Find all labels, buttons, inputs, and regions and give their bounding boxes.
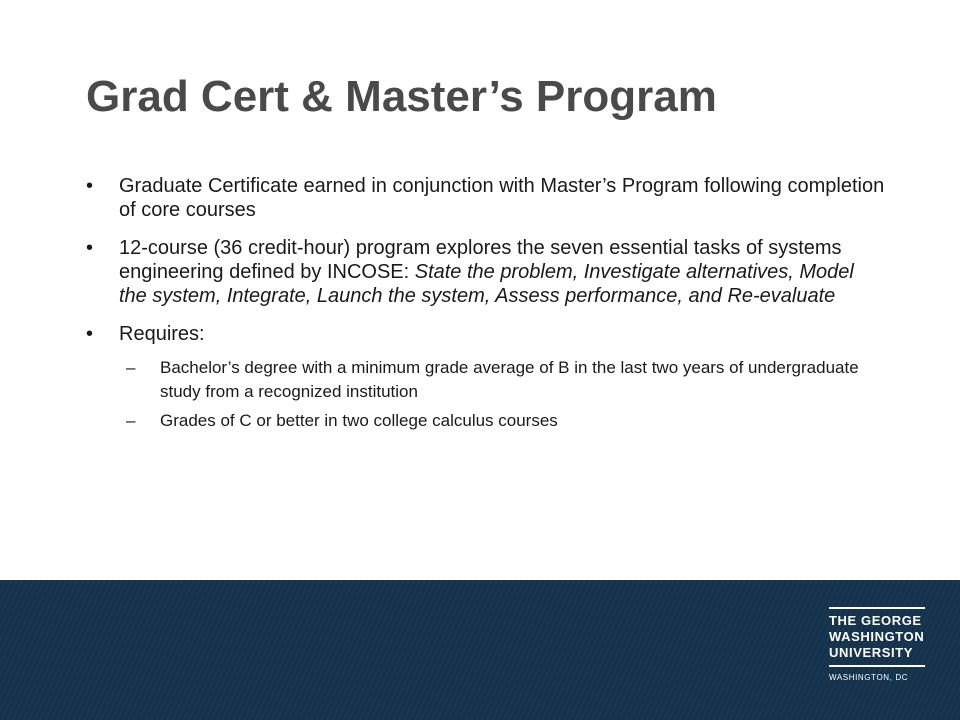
bullet-item-2 bbox=[86, 236, 886, 308]
footer-band bbox=[0, 580, 960, 720]
bullet-list bbox=[86, 174, 886, 442]
university-logo bbox=[829, 607, 925, 683]
logo-line-1: THE GEORGE bbox=[829, 613, 922, 628]
bullet-dot: • bbox=[86, 237, 94, 259]
logo-line-3: UNIVERSITY bbox=[829, 645, 914, 660]
sub-item-2 bbox=[86, 409, 886, 433]
bullet-dot: • bbox=[86, 323, 94, 345]
slide-title: Grad Cert & Master’s Program bbox=[86, 72, 717, 121]
sub-dash: – bbox=[126, 358, 136, 377]
logo-line-2: WASHINGTON bbox=[829, 629, 925, 644]
bullet-text: 12-course (36 credit-hour) program explores the seven essential tasks of systems engineering defined by INCOSE: bbox=[119, 237, 842, 283]
bullet-dot: • bbox=[86, 175, 94, 197]
bullet-item-3 bbox=[86, 322, 886, 346]
bullet-italic-tasks: State the problem, Investigate alternatives, Model the system, Integrate, Launch the system, Assess performance, and Re-evaluate bbox=[119, 261, 854, 307]
sub-text: Grades of C or better in two college calculus courses bbox=[160, 411, 558, 430]
sub-dash: – bbox=[126, 411, 136, 430]
sub-text: Bachelor’s degree with a minimum grade average of B in the last two years of undergraduate study from a recognized institution bbox=[160, 358, 859, 401]
bullet-text: Requires: bbox=[119, 323, 205, 345]
logo-city: WASHINGTON, DC bbox=[829, 673, 909, 682]
logo-rule-bottom bbox=[829, 665, 925, 667]
bullet-text: Graduate Certificate earned in conjunction with Master’s Program following completion of core courses bbox=[119, 175, 885, 221]
bullet-item-1 bbox=[86, 174, 886, 222]
sub-item-1 bbox=[86, 356, 886, 404]
logo-rule-top bbox=[829, 607, 925, 609]
